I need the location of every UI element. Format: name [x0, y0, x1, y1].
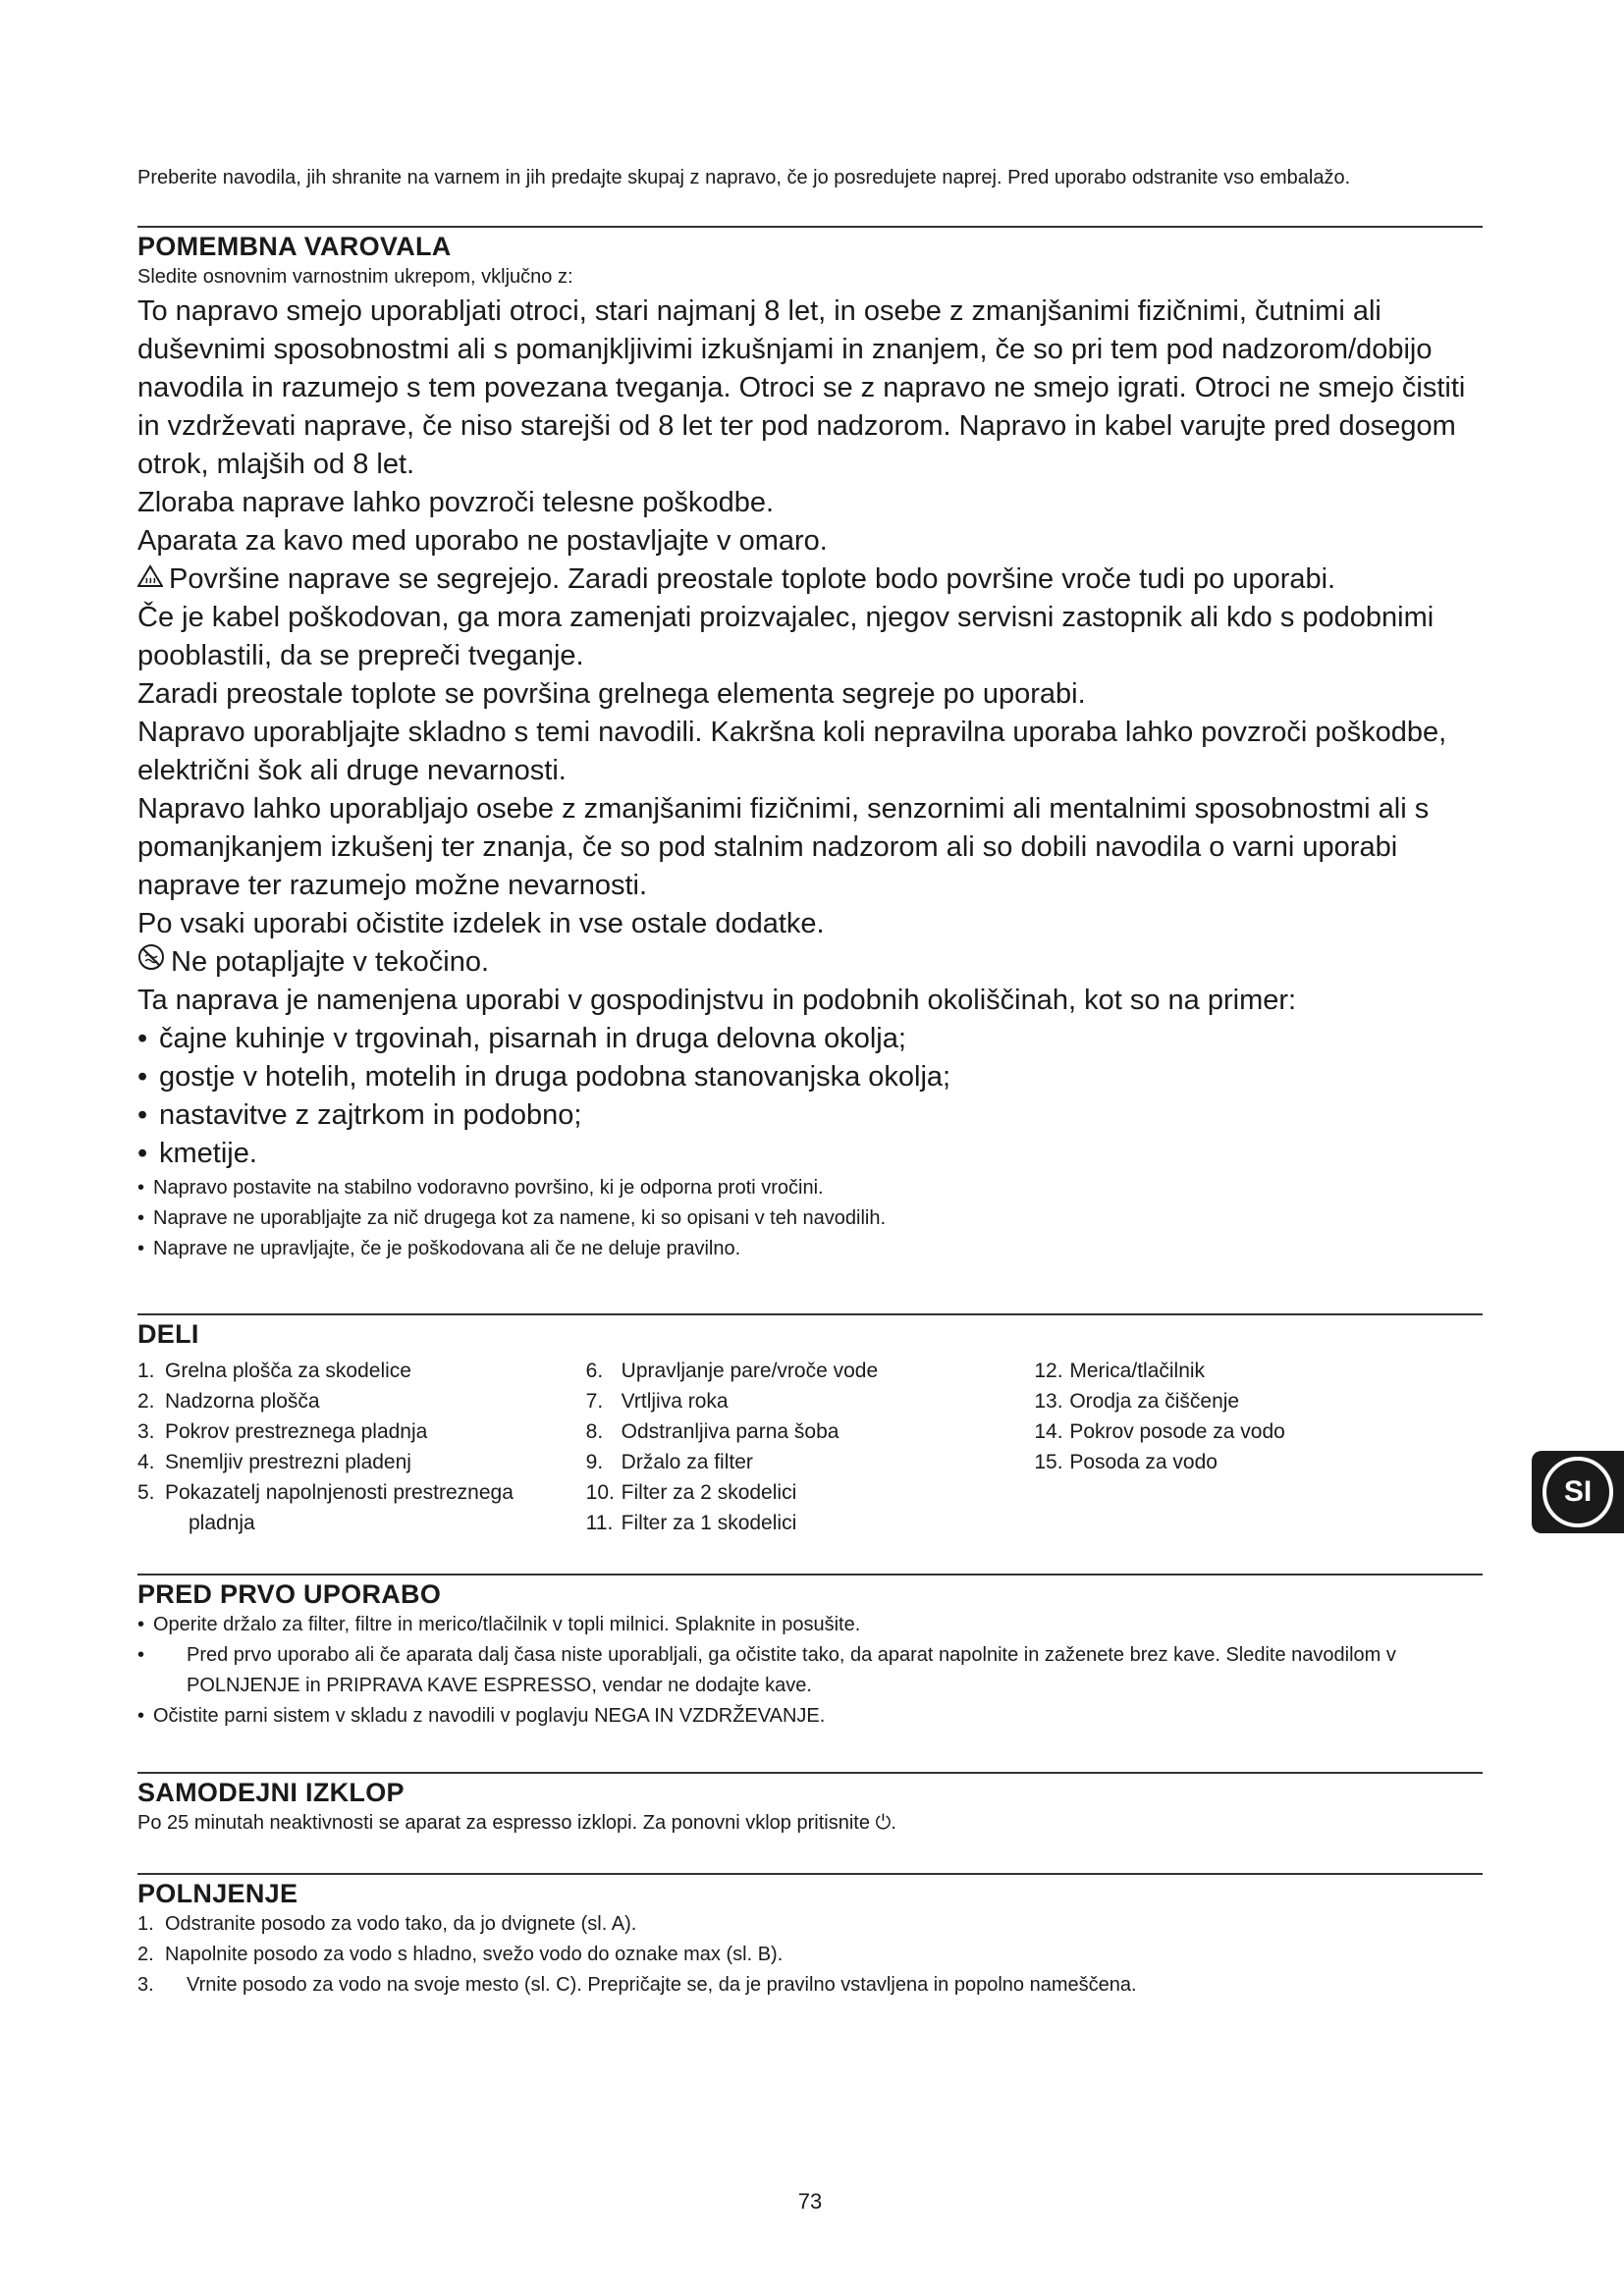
safety-paragraph: Aparata za kavo med uporabo ne postavljajte v omaro.: [137, 525, 828, 557]
divider: [137, 1772, 1483, 1774]
parts-list: [137, 1356, 1483, 1538]
safety-paragraph: Če je kabel poškodovan, ga mora zamenjati proizvajalec, njegov servisni zastopnik ali kdo s podobnimi pooblastili, da se prepreči tveganje.: [137, 602, 1435, 671]
no-immerse-icon: [137, 943, 165, 982]
filling-step: 3. Vrnite posodo za vodo na svoje mesto (sl. C). Prepričajte se, da je pravilno vstavljena in popolno nameščena.: [137, 1974, 1137, 1996]
part-item: 13. Orodja za čiščenje: [1034, 1390, 1240, 1413]
parts-section: [137, 1313, 1483, 1538]
safety-bullet: • Naprave ne uporabljajte za nič drugega kot za namene, ki so opisani v teh navodilih.: [137, 1203, 1483, 1234]
safety-paragraph: Napravo lahko uporabljajo osebe z zmanjšanimi fizičnimi, senzornimi ali mentalnimi sposobnostmi ali s pomanjkanjem izkušenj ter znanja, če so pod stalnim nadzorom ali so dobili navodila o varni uporabi naprave ter razumejo možne nevarnosti.: [137, 793, 1430, 901]
part-item: 14. Pokrov posode za vodo: [1034, 1420, 1285, 1443]
language-badge-label: SI: [1543, 1457, 1613, 1527]
page-number: 73: [797, 2189, 823, 2214]
safety-paragraph: Zaradi preostale toplote se površina grelnega elementa segreje po uporabi.: [137, 678, 1086, 710]
safety-bullet: • Naprave ne upravljajte, če je poškodovana ali če ne deluje pravilno.: [137, 1234, 1483, 1264]
part-item: 7. Vrtljiva roka: [585, 1390, 729, 1413]
household-bullet: • nastavitve z zajtrkom in podobno;: [137, 1096, 1483, 1135]
no-immerse-text: Ne potapljajte v tekočino.: [171, 946, 490, 978]
language-badge: [1532, 1451, 1624, 1533]
first-use-section: [137, 1574, 1483, 1732]
household-bullet: • gostje v hotelih, motelih in druga podobna stanovanjska okolja;: [137, 1058, 1483, 1096]
part-item: 15. Posoda za vodo: [1034, 1451, 1218, 1473]
part-item: 5. Pokazatelj napolnjenosti prestreznega: [137, 1481, 514, 1504]
hot-surface-icon: [137, 561, 163, 599]
safety-section: [137, 226, 1483, 1264]
parts-column: [586, 1356, 1035, 1538]
part-item: 9. Držalo za filter: [585, 1451, 753, 1473]
first-use-title: PRED PRVO UPORABO: [137, 1579, 442, 1609]
safety-title: POMEMBNA VAROVALA: [137, 232, 452, 261]
parts-column: [1034, 1356, 1483, 1538]
first-use-bullet: • Očistite parni sistem v skladu z navodili v poglavju NEGA IN VZDRŽEVANJE.: [137, 1701, 1483, 1732]
no-immerse-warning: [137, 943, 1483, 982]
filling-step: 1. Odstranite posodo za vodo tako, da jo dvignete (sl. A).: [137, 1913, 637, 1935]
part-item: 3. Pokrov prestreznega pladnja: [137, 1420, 428, 1443]
part-item: 4. Snemljiv prestrezni pladenj: [137, 1451, 411, 1473]
intro-text: Preberite navodila, jih shranite na varnem in jih predajte skupaj z napravo, če jo posredujete naprej. Pred uporabo odstranite vso embalažo.: [137, 167, 1351, 188]
household-bullet: • čajne kuhinje v trgovinah, pisarnah in druga delovna okolja;: [137, 1020, 1483, 1058]
hot-surface-warning: [137, 561, 1483, 599]
divider: [137, 1313, 1483, 1315]
part-item: 1. Grelna plošča za skodelice: [137, 1360, 411, 1382]
hot-surface-text: Površine naprave se segrejejo. Zaradi preostale toplote bodo površine vroče tudi po uporabi.: [169, 563, 1336, 595]
filling-title: POLNJENJE: [137, 1879, 298, 1908]
part-item: 2. Nadzorna plošča: [137, 1390, 320, 1413]
safety-paragraph: Napravo uporabljajte skladno s temi navodili. Kakršna koli nepravilna uporaba lahko povzroči poškodbe, električni šok ali druge nevarnosti.: [137, 717, 1447, 786]
divider: [137, 1574, 1483, 1575]
parts-column: [137, 1356, 586, 1538]
auto-off-title: SAMODEJNI IZKLOP: [137, 1778, 405, 1807]
part-item: 8. Odstranljiva parna šoba: [585, 1420, 839, 1443]
safety-subtitle: Sledite osnovnim varnostnim ukrepom, vključno z:: [137, 266, 573, 288]
part-item: 10. Filter za 2 skodelici: [585, 1481, 797, 1504]
safety-paragraph: To napravo smejo uporabljati otroci, stari najmanj 8 let, in osebe z zmanjšanimi fizičnimi, čutnimi ali duševnimi sposobnostmi ali s pomanjkljivimi izkušnjami in znanjem, če so pri tem pod nadzorom/dobijo navodila in razumejo s tem povezana tveganja. Otroci se z napravo ne smejo igrati. Otroci ne smejo čistiti in vzdrževati naprave, če niso starejši od 8 let ter pod nadzorom. Napravo in kabel varujte pred dosegom otrok, mlajših od 8 let.: [137, 295, 1466, 480]
part-item-continuation: pladnja: [189, 1512, 255, 1534]
auto-off-text: Po 25 minutah neaktivnosti se aparat za espresso izklopi. Za ponovni vklop pritisnite ⏻.: [137, 1812, 896, 1834]
part-item: 6. Upravljanje pare/vroče vode: [585, 1360, 879, 1382]
divider: [137, 226, 1483, 228]
first-use-bullet: • Operite držalo za filter, filtre in merico/tlačilnik v topli milnici. Splaknite in posušite.: [137, 1610, 1483, 1640]
divider: [137, 1873, 1483, 1875]
household-intro: Ta naprava je namenjena uporabi v gospodinjstvu in podobnih okoliščinah, kot so na primer:: [137, 985, 1297, 1016]
safety-paragraph: Po vsaki uporabi očistite izdelek in vse ostale dodatke.: [137, 908, 825, 939]
filling-step: 2. Napolnite posodo za vodo s hladno, svežo vodo do oznake max (sl. B).: [137, 1944, 784, 1965]
household-bullet: • kmetije.: [137, 1135, 1483, 1173]
part-item: 12. Merica/tlačilnik: [1034, 1360, 1206, 1382]
first-use-bullet: • Pred prvo uporabo ali če aparata dalj časa niste uporabljali, ga očistite tako, da aparat napolnite in zaženete brez kave. Sledite navodilom v POLNJENJE in PRIPRAVA KAVE ESPRESSO, vendar ne dodajte kave.: [137, 1644, 1396, 1696]
filling-section: [137, 1873, 1483, 2001]
part-item: 11. Filter za 1 skodelici: [585, 1512, 797, 1534]
safety-paragraph: Zloraba naprave lahko povzroči telesne poškodbe.: [137, 487, 775, 518]
parts-title: DELI: [137, 1319, 199, 1349]
safety-bullet: • Napravo postavite na stabilno vodoravno površino, ki je odporna proti vročini.: [137, 1173, 1483, 1203]
auto-off-section: [137, 1772, 1483, 1839]
